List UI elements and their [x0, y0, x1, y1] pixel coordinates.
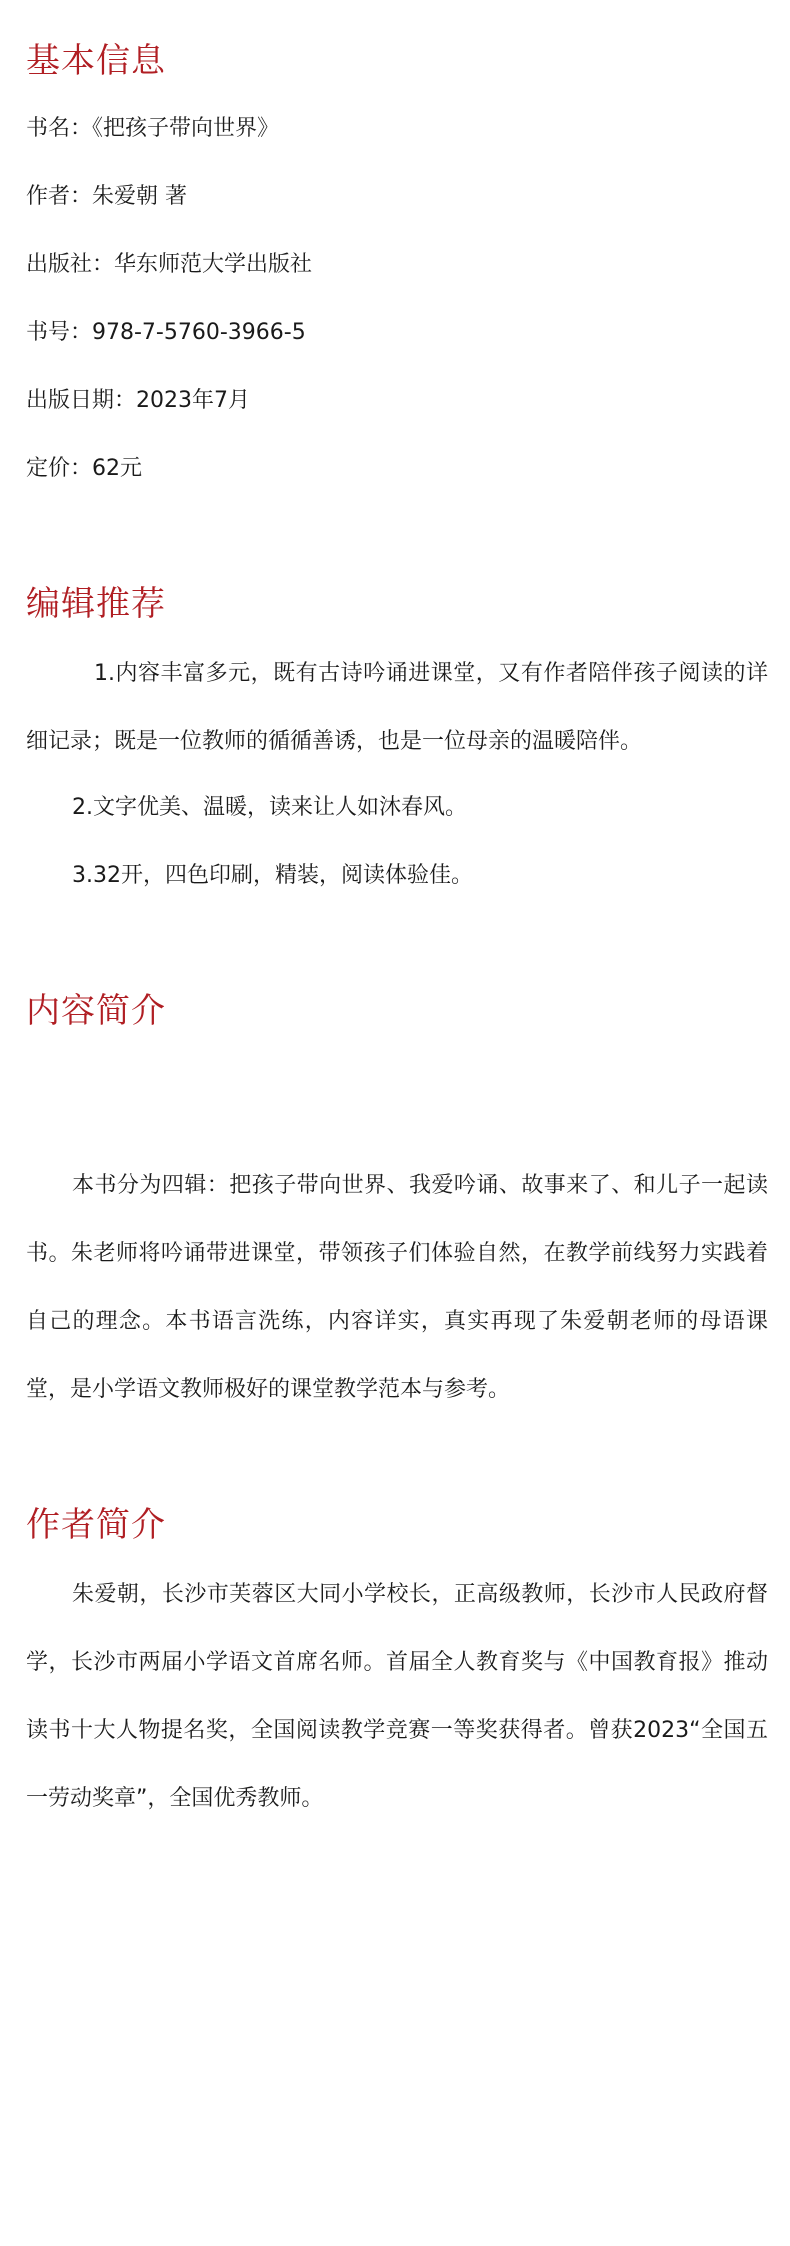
heading-basic-info: 基本信息 [26, 41, 166, 81]
content-summary-body: 本书分为四辑：把孩子带向世界、我爱吟诵、故事来了、和儿子一起读书。朱老师将吟诵带进课堂，带领孩子们体验自然，在教学前线努力实践着自己的理念。本书语言洗练，内容详实，真实再现了朱爱朝老师的母语课堂，是小学语文教师极好的课堂教学范本与参考。 [26, 1173, 768, 1402]
book-publisher-line: 出版社：华东师范大学出版社 [26, 252, 313, 277]
book-isbn-line: 书号：978-7-5760-3966-5 [26, 320, 306, 345]
book-author-line: 作者：朱爱朝 著 [26, 184, 187, 209]
heading-editor-recommendation: 编辑推荐 [26, 584, 166, 624]
book-price-line: 定价：62元 [26, 456, 142, 481]
book-date-line: 出版日期：2023年7月 [26, 388, 250, 413]
author-bio-body: 朱爱朝，长沙市芙蓉区大同小学校长，正高级教师，长沙市人民政府督学，长沙市两届小学语文首席名师。首届全人教育奖与《中国教育报》推动读书十大人物提名奖，全国阅读教学竞赛一等奖获得者。曾获2023“全国五一劳动奖章”，全国优秀教师。 [26, 1582, 768, 1811]
recommendation-item-2: 2.文字优美、温暖，读来让人如沐春风。 [72, 795, 467, 820]
recommendation-item-3: 3.32开，四色印刷，精装，阅读体验佳。 [72, 863, 473, 888]
book-title-line: 书名：《把孩子带向世界》 [26, 116, 280, 141]
heading-content-summary: 内容简介 [26, 991, 166, 1031]
heading-author-bio: 作者简介 [26, 1505, 166, 1545]
recommendation-item-1: 1.内容丰富多元，既有古诗吟诵进课堂，又有作者陪伴孩子阅读的详细记录；既是一位教师的循循善诱，也是一位母亲的温暖陪伴。 [26, 661, 768, 754]
